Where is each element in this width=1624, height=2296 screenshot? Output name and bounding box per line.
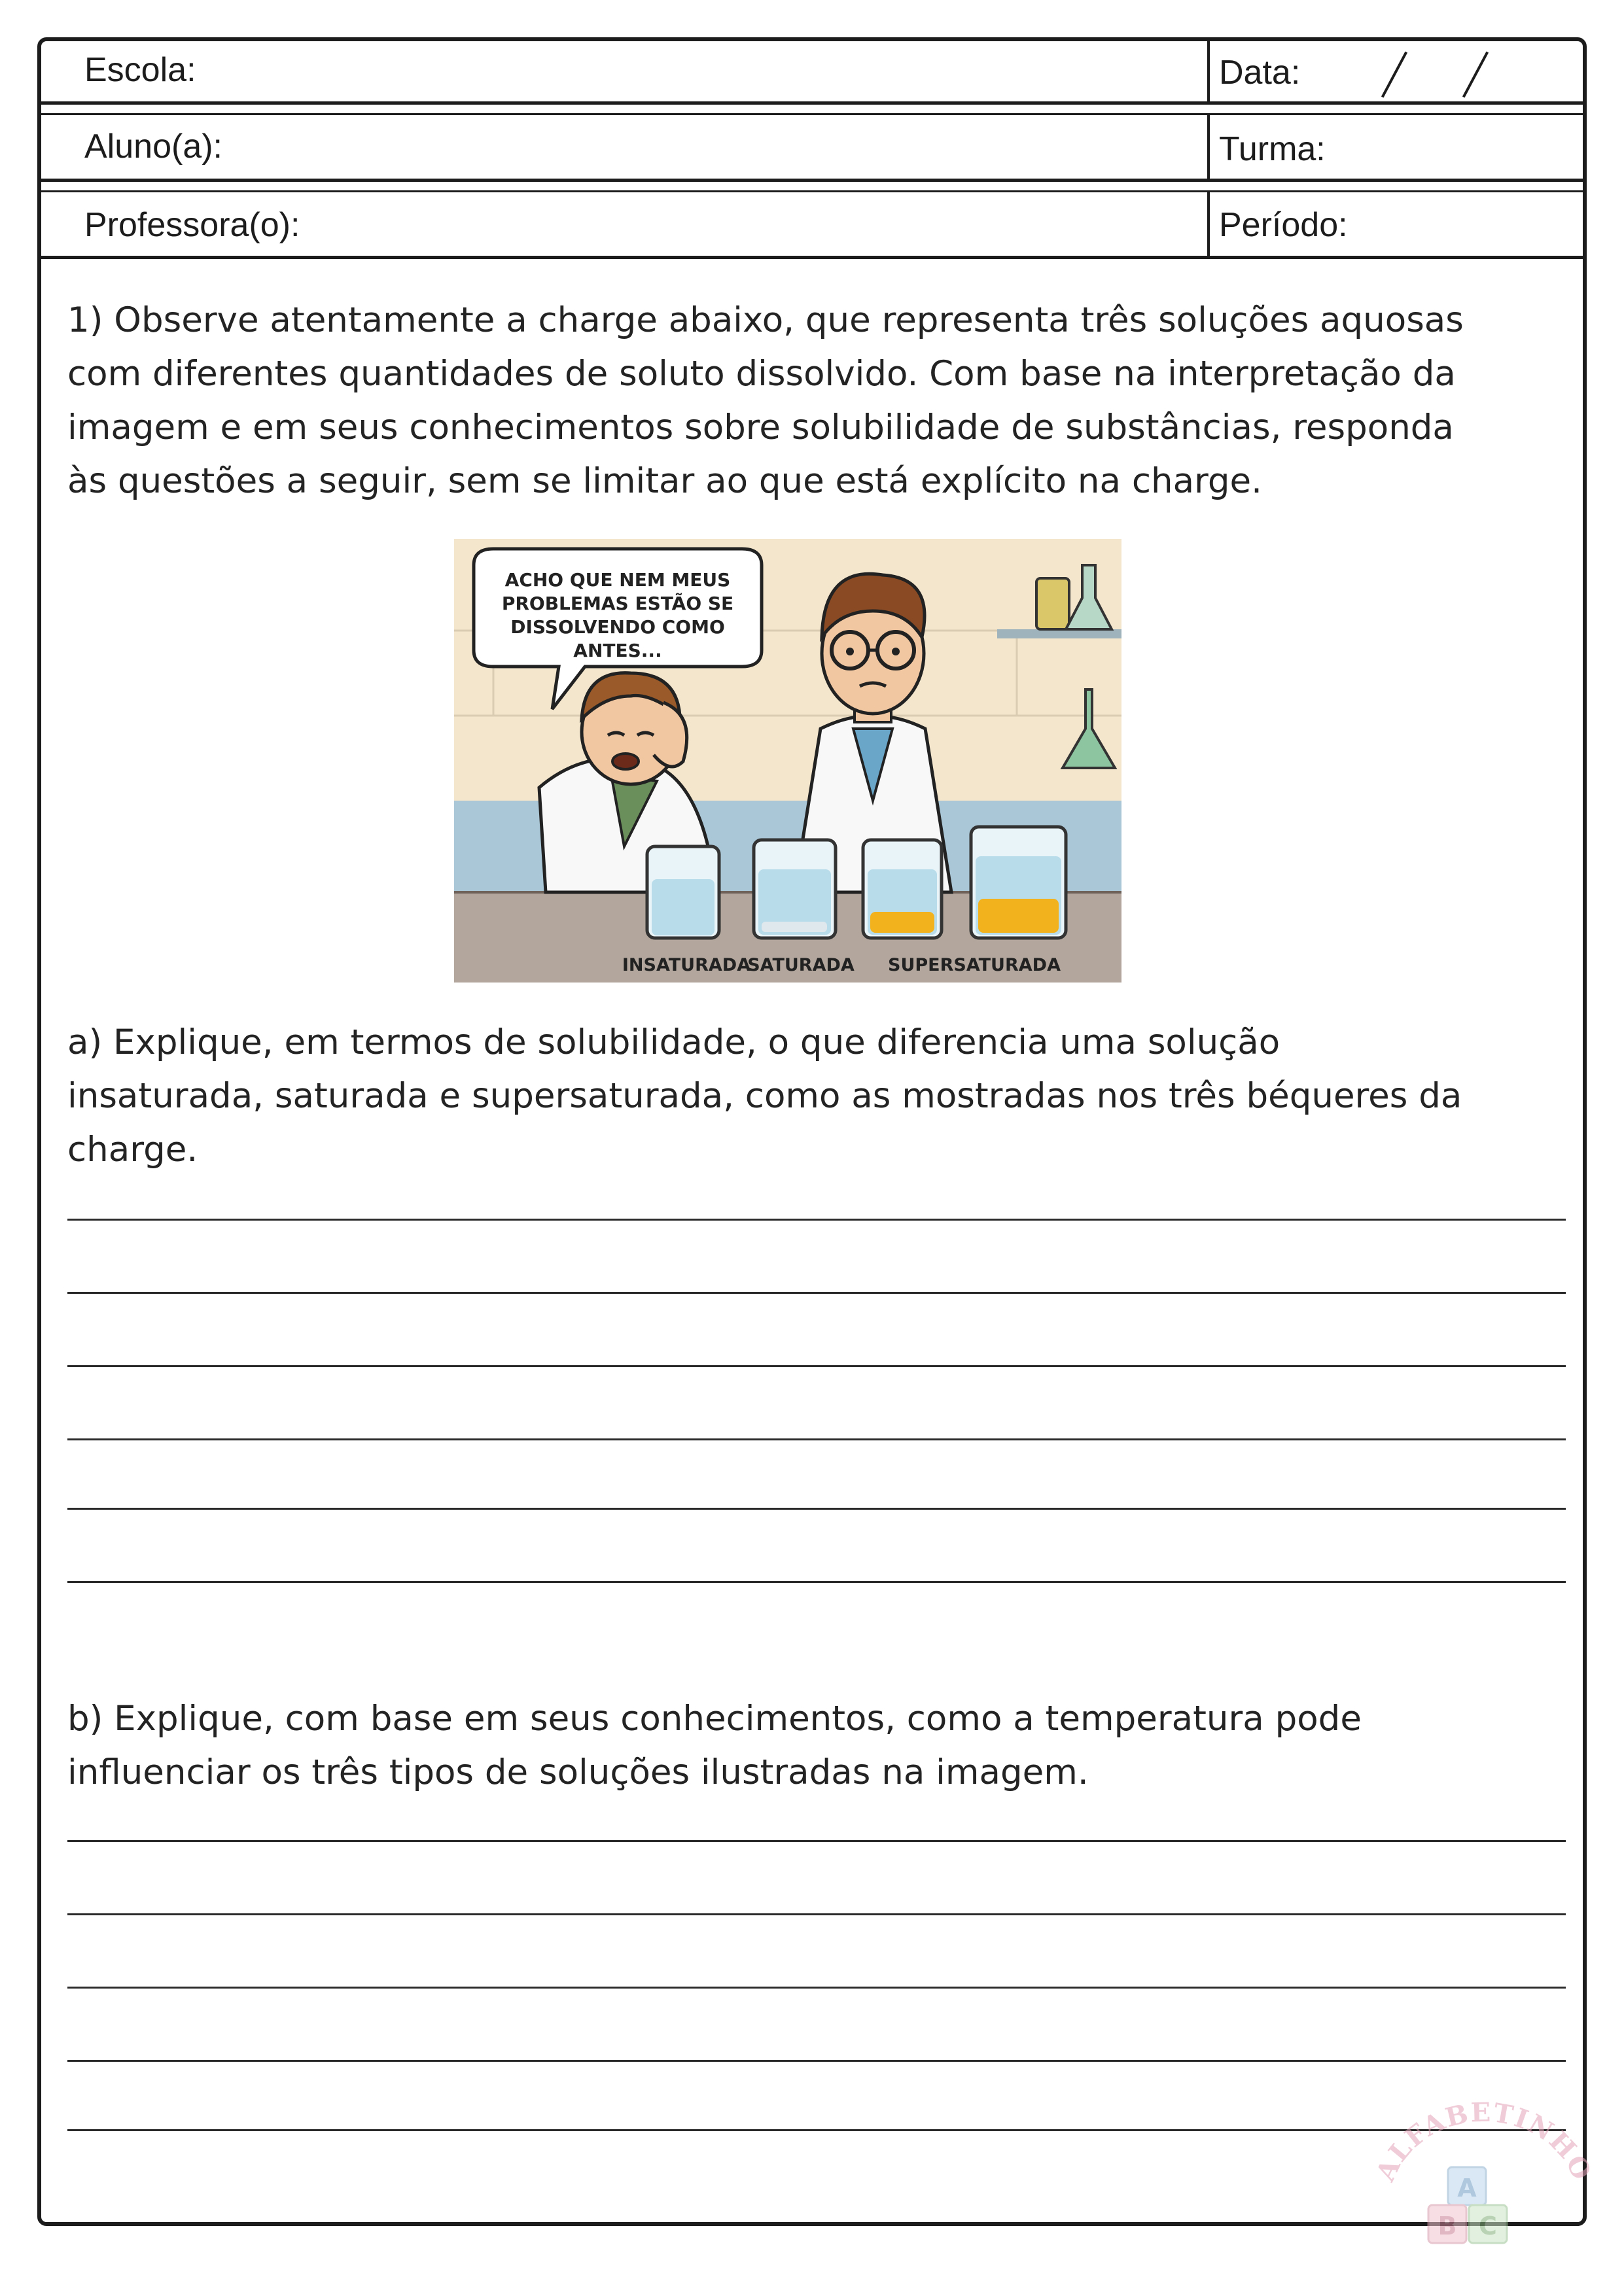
beaker-insaturada [647,846,719,938]
header-vertical-divider-1 [1207,41,1210,103]
answer-line-a[interactable] [67,1508,1566,1510]
header-divider-2a [41,179,1583,182]
question-1-line: imagem e em seus conhecimentos sobre solubilidade de substâncias, responda [67,408,1454,447]
beaker-supersaturada-1 [863,840,942,938]
answer-line-b[interactable] [67,1913,1566,1915]
header-vertical-divider-2 [1207,115,1210,179]
professor-label: Professora(o): [84,206,300,244]
turma-label: Turma: [1219,130,1326,168]
worksheet-frame [37,37,1598,2240]
date-separator-2 [1462,52,1489,98]
logo-block-letter: B [1438,2212,1457,2240]
question-1-line: com diferentes quantidades de soluto dissolvido. Com base na interpretação da [67,354,1456,394]
speech-line: DISSOLVENDO COMO [510,616,725,638]
solubility-cartoon [454,539,1121,983]
beaker-saturada [754,840,836,938]
answer-line-b[interactable] [67,1840,1566,1842]
answer-line-b[interactable] [67,2060,1566,2062]
label-insaturada: INSATURADA [622,955,751,975]
escola-label: Escola: [84,51,196,89]
speech-line: ACHO QUE NEM MEUS [504,569,731,591]
speech-line: PROBLEMAS ESTÃO SE [501,593,734,614]
question-1-line: 1) Observe atentamente a charge abaixo, que representa três soluções aquosas [67,300,1464,340]
label-saturada: SATURADA [747,955,855,975]
logo-block-letter: A [1457,2174,1477,2202]
date-separator-1 [1381,52,1407,98]
question-a-line: charge. [67,1130,198,1170]
label-supersaturada: SUPERSATURADA [888,955,1061,975]
shelf [997,629,1121,638]
header-row-escola [41,41,1583,105]
answer-line-a[interactable] [67,1581,1566,1583]
question-a-line: a) Explique, em termos de solubilidade, o que diferencia uma solução [67,1022,1280,1062]
header-divider-1a [41,101,1583,105]
question-b-line: b) Explique, com base em seus conhecimentos, como a temperatura pode [67,1699,1362,1739]
header-divider-3 [41,256,1583,259]
question-b-line: influenciar os três tipos de soluções ilustradas na imagem. [67,1752,1089,1792]
data-label: Data: [1219,54,1301,92]
aluno-label: Aluno(a): [84,128,222,165]
speech-line: ANTES... [573,640,662,661]
header-vertical-divider-3 [1207,192,1210,256]
header-row-professor [41,192,1583,256]
beaker-supersaturada-2 [971,827,1066,938]
periodo-label: Período: [1219,206,1348,244]
answer-line-a[interactable] [67,1438,1566,1440]
answer-line-b[interactable] [67,2129,1566,2131]
question-a-line: insaturada, saturada e supersaturada, como as mostradas nos três béqueres da [67,1076,1462,1116]
answer-line-a[interactable] [67,1292,1566,1294]
alfabetinho-logo [1369,2102,1598,2246]
header-row-aluno [41,115,1583,179]
logo-text: ALFABETINHO [1369,2102,1598,2186]
answer-line-a[interactable] [67,1219,1566,1221]
bottle [1036,578,1069,629]
answer-line-a[interactable] [67,1365,1566,1367]
question-1-line: às questões a seguir, sem se limitar ao que está explícito na charge. [67,461,1263,501]
logo-block-letter: C [1479,2212,1497,2240]
answer-line-b[interactable] [67,1987,1566,1989]
